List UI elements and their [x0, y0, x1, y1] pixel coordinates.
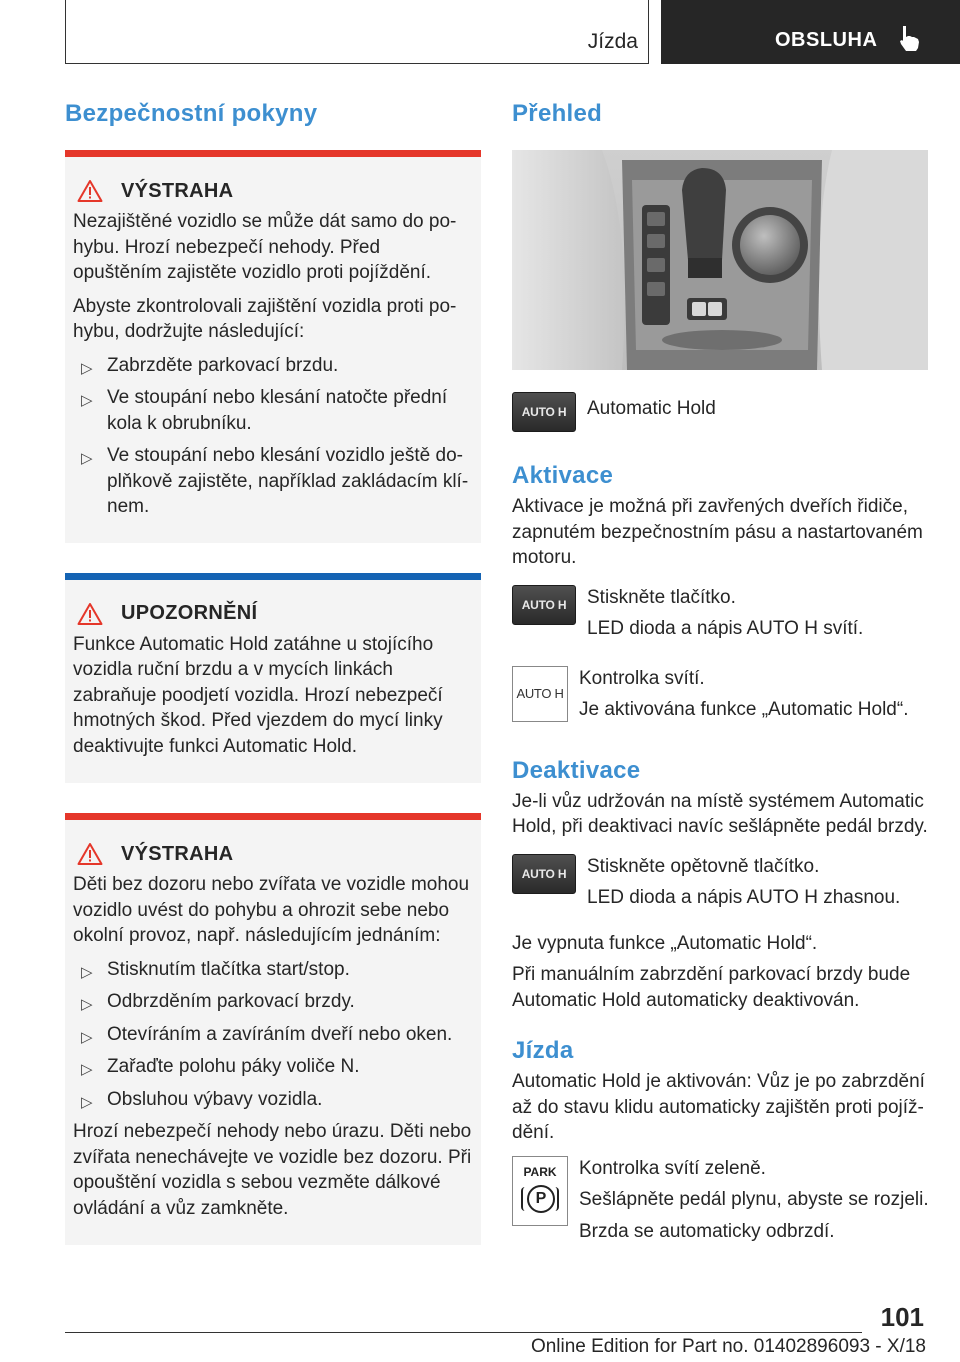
footer-edition: Online Edition for Part no. 01402896093 - X/18 — [530, 1336, 926, 1357]
step-text: Brzda se automaticky odbrzdí. — [579, 1220, 835, 1242]
bullet-triangle-icon: ▷ — [81, 392, 93, 409]
activation-title: Aktivace — [512, 462, 614, 489]
warning-title: VÝSTRAHA — [121, 842, 234, 865]
footer-rule — [65, 1332, 862, 1333]
center-console-photo — [512, 150, 928, 370]
deactivation-step-row — [512, 854, 932, 917]
activation-text: Aktivace je možná při zavřených dveřích řidiče, zapnutém bezpečnostním pásu a nastartovaném motoru. — [512, 496, 923, 568]
bullet-triangle-icon: ▷ — [81, 1061, 93, 1078]
auto-h-indicator-icon — [512, 666, 568, 722]
step-text: LED dioda a nápis AUTO H zhasnou. — [587, 887, 901, 908]
step-text: Sešlápněte pedál plynu, abyste se rozjeli. — [579, 1189, 929, 1210]
warning-head — [73, 842, 473, 866]
park-bracket-left — [521, 1187, 525, 1211]
button-label: AUTO H — [521, 597, 567, 612]
list-item-text: Ve stoupání nebo klesání natočte přední kola k obrubníku. — [107, 387, 448, 434]
notice-head — [73, 602, 473, 626]
list-item — [73, 353, 473, 379]
step-text: LED dioda a nápis AUTO H svítí. — [587, 618, 864, 639]
driving-steps — [568, 1156, 929, 1251]
bullet-triangle-icon: ▷ — [81, 963, 93, 981]
indicator-text — [568, 666, 909, 729]
bullet-triangle-icon: ▷ — [81, 1093, 93, 1111]
step-text: Kontrolka svítí zeleně. — [579, 1157, 766, 1179]
notice-title: UPOZORNĚNÍ — [121, 602, 258, 624]
bullet-triangle-icon: ▷ — [81, 450, 93, 467]
warning-triangle-icon — [77, 179, 103, 203]
overview-row — [512, 392, 932, 432]
bullet-triangle-icon: ▷ — [81, 996, 93, 1013]
deactivation-note: Je vypnuta funkce „Automatic Hold“. — [512, 932, 818, 954]
indicator-label: AUTO H — [516, 686, 564, 701]
list-item-text: Ve stoupání nebo klesání vozidlo ještě doplňkově zajistěte, například zakládacím klínem. — [107, 445, 469, 517]
park-indicator-icon — [512, 1156, 568, 1226]
warning-box-1 — [65, 150, 481, 543]
header-divider — [648, 0, 649, 64]
deactivation-text: Je-li vůz udržován na místě systémem Automatic Hold, při deaktivaci navíc sešlápněte pedál brzdy. — [512, 790, 928, 837]
warning-list — [73, 957, 473, 1113]
header-section-title: Jízda — [587, 30, 638, 53]
list-item-text: Odbrzděním parkovací brzdy. — [107, 991, 355, 1012]
step-text: Stiskněte opětovně tlačítko. — [587, 855, 820, 877]
driving-title: Jízda — [512, 1037, 574, 1064]
page-number: 101 — [880, 1302, 924, 1332]
button-label: AUTO H — [521, 405, 567, 419]
activation-step-row — [512, 585, 932, 648]
warning-triangle-icon — [77, 842, 103, 866]
list-item — [73, 989, 473, 1015]
park-row — [512, 1156, 932, 1251]
deactivation-steps — [576, 854, 900, 917]
auto-h-button — [512, 854, 576, 894]
list-item — [73, 385, 473, 436]
auto-h-button — [512, 392, 576, 432]
header-bottom-rule — [65, 63, 649, 64]
notice-box — [65, 573, 481, 784]
park-bracket-right — [555, 1187, 559, 1211]
deactivation-note: Při manuálním zabrzdění parkovací brzdy bude Automatic Hold automaticky deaktivován. — [512, 964, 911, 1011]
notice-text: Funkce Automatic Hold zatáhne u stojícího vozidla ruční brzdu a v mycích linkách zabraňuje poodjetí vozidla. Hrozí nebezpečí hmotných škod. Před vjezdem do mycí linky deaktivujte funkci Automatic Hold. — [73, 633, 443, 757]
warning-text: Nezajištěné vozidlo se může dát samo do pohybu. Hrozí nebezpečí nehody. Před opuštěním zajistěte vozidlo proti pojíždění. — [73, 211, 457, 283]
indicator-line: Je aktivována funkce „Automatic Hold“. — [579, 699, 909, 720]
automatic-hold-column — [512, 100, 932, 1250]
warning-text: Děti bez dozoru nebo zvířata ve vozidle mohou vozidlo uvést do pohybu a ohrozit sebe nebo okolní provoz, např. následujícím jednáním: — [73, 874, 470, 946]
driving-text: Automatic Hold je aktivován: Vůz je po zabrzdění až do stavu klidu automaticky zajištěn proti pojíždění. — [512, 1071, 925, 1143]
warning-list — [73, 353, 473, 520]
list-item — [73, 1087, 473, 1113]
overview-caption: Automatic Hold — [587, 398, 716, 419]
park-symbol: P — [535, 1189, 547, 1207]
chapter-label: OBSLUHA — [775, 29, 878, 51]
safety-column — [65, 100, 481, 1275]
auto-h-button — [512, 585, 576, 625]
indicator-line: Kontrolka svítí. — [579, 667, 705, 689]
deactivation-title: Deaktivace — [512, 756, 641, 784]
hand-pointer-icon — [897, 24, 923, 52]
warning-text: Hrozí nebezpečí nehody nebo úrazu. Děti nebo zvířata nenechávejte ve vozidle bez dozoru. Při opouštění vozidla s sebou vezměte dálkové ovládání a vůz zamkněte. — [73, 1121, 472, 1219]
list-item-text: Stisknutím tlačítka start/stop. — [107, 958, 350, 980]
warning-triangle-icon — [77, 602, 103, 626]
list-item — [73, 1054, 473, 1080]
warning-box-2 — [65, 813, 481, 1245]
list-item — [73, 1022, 473, 1048]
header-left-rule — [65, 0, 66, 64]
bullet-triangle-icon: ▷ — [81, 359, 93, 377]
bullet-triangle-icon: ▷ — [81, 1028, 93, 1046]
list-item-text: Zabrzděte parkovací brzdu. — [107, 354, 339, 376]
activation-steps — [576, 585, 863, 648]
step-text: Stiskněte tlačítko. — [587, 586, 736, 608]
console-illustration — [512, 150, 928, 370]
warning-text: Abyste zkontrolovali zajištění vozidla proti pohybu, dodržujte následující: — [73, 295, 457, 342]
list-item-text: Obsluhou výbavy vozidla. — [107, 1088, 323, 1110]
park-circle — [527, 1185, 555, 1213]
overview-title: Přehled — [512, 100, 603, 127]
list-item — [73, 957, 473, 983]
park-label: PARK — [523, 1164, 557, 1179]
button-label: AUTO H — [521, 866, 567, 881]
list-item-text: Zařaďte polohu páky voliče N. — [107, 1056, 360, 1077]
list-item — [73, 443, 473, 520]
list-item-text: Otevíráním a zavíráním dveří nebo oken. — [107, 1023, 453, 1045]
warning-head — [73, 179, 473, 203]
safety-title: Bezpečnostní pokyny — [65, 100, 318, 127]
indicator-row — [512, 666, 932, 729]
warning-title: VÝSTRAHA — [121, 179, 234, 202]
header-chapter-tab — [661, 0, 960, 64]
